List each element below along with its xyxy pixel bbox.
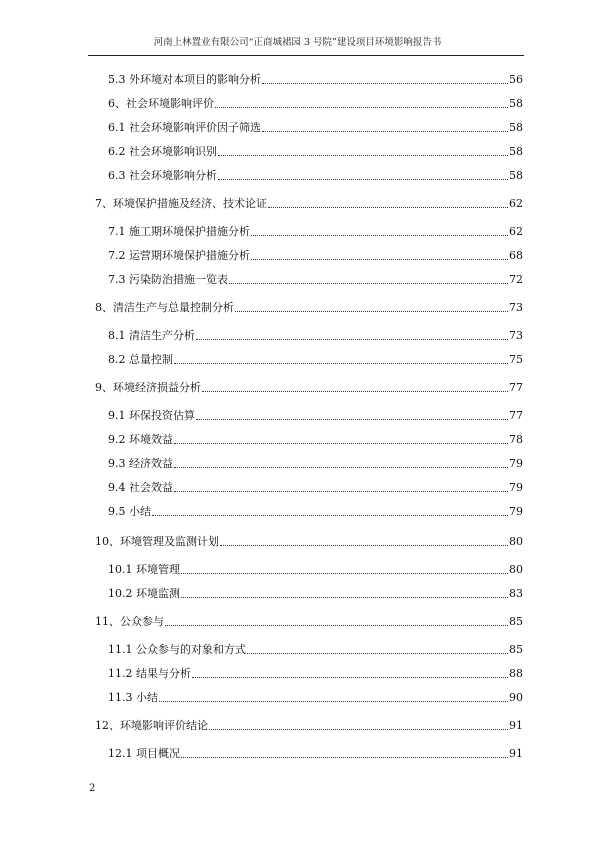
toc-entry-title: 11.2 结果与分析	[108, 667, 191, 680]
toc-entry[interactable]	[108, 121, 523, 135]
toc-entry-page: 77	[509, 381, 523, 394]
toc-entry-title: 12、环境影响评价结论	[95, 719, 208, 732]
toc-entry-page: 62	[509, 225, 523, 238]
toc-entry-page: 68	[509, 249, 523, 262]
toc-entry-page: 79	[509, 457, 523, 470]
toc-entry[interactable]	[108, 643, 523, 657]
toc-entry-page: 78	[509, 433, 523, 446]
toc-entry[interactable]	[108, 409, 523, 423]
toc-entry-page: 73	[509, 329, 523, 342]
toc-entry-title: 6、社会环境影响评价	[108, 97, 214, 110]
toc-entry-page: 80	[509, 535, 523, 548]
header-text: 河南上林置业有限公司“正商城裙园 3 号院”建设项目环境影响报告书	[153, 37, 442, 48]
toc-dot-leader	[174, 467, 508, 468]
toc-entry-page: 83	[509, 587, 523, 600]
toc-entry[interactable]	[108, 249, 523, 263]
toc-entry-title: 9.2 环境效益	[108, 433, 173, 446]
toc-dot-leader	[181, 757, 508, 758]
toc-dot-leader	[262, 83, 508, 84]
toc-entry-page: 77	[509, 409, 523, 422]
toc-entry[interactable]	[108, 747, 523, 761]
toc-entry-title: 12.1 项目概况	[108, 747, 180, 760]
toc-entry-title: 7.2 运营期环境保护措施分析	[108, 249, 250, 262]
toc-entry[interactable]	[108, 329, 523, 343]
toc-entry-title: 6.3 社会环境影响分析	[108, 169, 217, 182]
toc-entry-title: 7、环境保护措施及经济、技术论证	[95, 197, 267, 210]
toc-entry-title: 9.5 小结	[108, 505, 151, 518]
toc-entry-title: 6.2 社会环境影响识别	[108, 145, 217, 158]
toc-dot-leader	[192, 677, 508, 678]
toc-entry-title: 10.2 环境监测	[108, 587, 180, 600]
toc-entry[interactable]	[108, 433, 523, 447]
page-number: 2	[89, 783, 96, 794]
toc-dot-leader	[268, 207, 508, 208]
toc-entry-title: 6.1 社会环境影响评价因子筛选	[108, 121, 261, 134]
toc-entry-page: 72	[509, 273, 523, 286]
toc-entry-title: 10、环境管理及监测计划	[95, 535, 219, 548]
toc-entry-page: 56	[509, 73, 523, 86]
toc-dot-leader	[247, 653, 508, 654]
toc-entry[interactable]	[108, 73, 523, 87]
toc-entry[interactable]	[108, 505, 523, 519]
toc-dot-leader	[262, 131, 508, 132]
toc-entry-title: 7.3 污染防治措施一览表	[108, 273, 228, 286]
toc-entry[interactable]	[108, 667, 523, 681]
toc-entry-page: 80	[509, 563, 523, 576]
toc-entry[interactable]	[95, 197, 523, 211]
toc-dot-leader	[251, 235, 508, 236]
toc-entry[interactable]	[95, 301, 523, 315]
toc-entry[interactable]	[108, 97, 523, 111]
toc-entry[interactable]	[108, 225, 523, 239]
toc-entry-title: 8、清洁生产与总量控制分析	[95, 301, 234, 314]
toc-entry[interactable]	[108, 481, 523, 495]
toc-entry[interactable]	[95, 535, 523, 549]
toc-dot-leader	[196, 339, 508, 340]
toc-dot-leader	[152, 515, 508, 516]
toc-entry-page: 79	[509, 481, 523, 494]
toc-entry[interactable]	[108, 273, 523, 287]
toc-dot-leader	[229, 283, 508, 284]
toc-dot-leader	[220, 545, 508, 546]
toc-entry[interactable]	[95, 719, 523, 733]
toc-entry-page: 62	[509, 197, 523, 210]
toc-dot-leader	[251, 259, 508, 260]
toc-entry-page: 58	[509, 145, 523, 158]
toc-entry-page: 88	[509, 667, 523, 680]
toc-entry-page: 73	[509, 301, 523, 314]
toc-entry-title: 7.1 施工期环境保护措施分析	[108, 225, 250, 238]
header-rule	[88, 55, 524, 56]
toc-entry[interactable]	[95, 615, 523, 629]
toc-entry-page: 58	[509, 121, 523, 134]
toc-dot-leader	[174, 363, 508, 364]
toc-entry-title: 10.1 环境管理	[108, 563, 180, 576]
toc-entry-title: 11、公众参与	[95, 615, 164, 628]
toc-entry[interactable]	[108, 457, 523, 471]
toc-entry-title: 9.4 社会效益	[108, 481, 173, 494]
toc-entry-page: 91	[509, 747, 523, 760]
toc-entry-title: 5.3 外环境对本项目的影响分析	[108, 73, 261, 86]
toc-entry[interactable]	[108, 169, 523, 183]
toc-entry-title: 9.3 经济效益	[108, 457, 173, 470]
toc-dot-leader	[235, 311, 508, 312]
toc-dot-leader	[215, 107, 508, 108]
toc-entry-page: 79	[509, 505, 523, 518]
toc-entry[interactable]	[108, 145, 523, 159]
toc-dot-leader	[209, 729, 508, 730]
toc-entry-title: 11.3 小结	[108, 691, 158, 704]
toc-entry-title: 8.2 总量控制	[108, 353, 173, 366]
toc-entry-title: 8.1 清洁生产分析	[108, 329, 195, 342]
toc-entry-page: 58	[509, 97, 523, 110]
toc-entry-page: 91	[509, 719, 523, 732]
toc-dot-leader	[181, 597, 508, 598]
toc-entry-page: 75	[509, 353, 523, 366]
toc-dot-leader	[218, 179, 508, 180]
toc-dot-leader	[218, 155, 508, 156]
toc-dot-leader	[181, 573, 508, 574]
toc-dot-leader	[196, 419, 508, 420]
toc-entry[interactable]	[108, 563, 523, 577]
toc-entry[interactable]	[108, 353, 523, 367]
toc-entry-page: 58	[509, 169, 523, 182]
toc-dot-leader	[174, 443, 508, 444]
toc-entry[interactable]	[95, 381, 523, 395]
toc-dot-leader	[165, 625, 508, 626]
toc-entry-page: 90	[509, 691, 523, 704]
toc-entry-page: 85	[509, 643, 523, 656]
toc-entry-title: 11.1 公众参与的对象和方式	[108, 643, 246, 656]
toc-entry[interactable]	[108, 587, 523, 601]
toc-entry[interactable]	[108, 691, 523, 705]
toc-dot-leader	[202, 391, 508, 392]
toc-entry-title: 9、环境经济损益分析	[95, 381, 201, 394]
toc-entry-title: 9.1 环保投资估算	[108, 409, 195, 422]
toc-dot-leader	[174, 491, 508, 492]
toc-entry-page: 85	[509, 615, 523, 628]
toc-dot-leader	[159, 701, 508, 702]
